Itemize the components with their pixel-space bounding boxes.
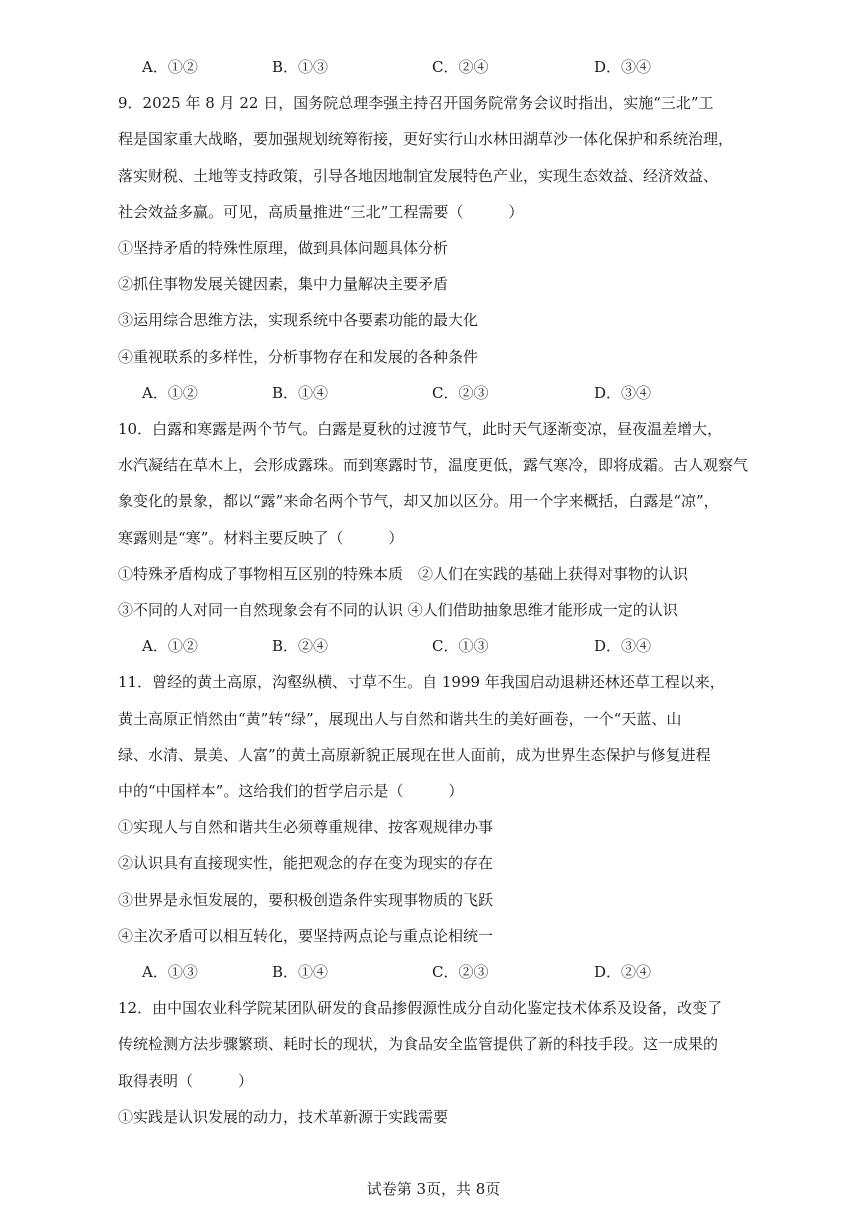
answer-option[interactable]: C．②③ <box>432 383 489 402</box>
statement-line: ③不同的人对同一自然现象会有不同的认识 ④人们借助抽象思维才能形成一定的认识 <box>118 601 678 619</box>
question-stem-line: 传统检测方法步骤繁琐、耗时长的现状，为食品安全监管提供了新的科技手段。这一成果的 <box>118 1035 719 1054</box>
answer-option[interactable]: B．①③ <box>272 58 329 76</box>
question-stem-line: 水汽凝结在草木上，会形成露珠。而到寒露时节，温度更低，露气寒冷，即将成霜。古人观察气 <box>118 456 749 475</box>
question-stem-line: 10．白露和寒露是两个节气。白露是夏秋的过渡节气，此时天气逐渐变凉，昼夜温差增大， <box>118 420 723 438</box>
question-stem-line: 9．2025 年 8 月 22 日，国务院总理李强主持召开国务院常务会议时指出，实施“三北”工 <box>118 94 714 113</box>
answer-option[interactable]: D．②④ <box>594 963 652 981</box>
question-options <box>0 962 867 982</box>
statement-line: ①实现人与自然和谐共生必须尊重规律、按客观规律办事 <box>118 818 494 837</box>
question-stem-line: 12．由中国农业科学院某团队研发的食品掺假源性成分自动化鉴定技术体系及设备，改变了 <box>118 999 723 1018</box>
answer-option[interactable]: C．②④ <box>432 58 489 76</box>
question-stem-line: 取得表明（ ） <box>118 1071 254 1090</box>
answer-option[interactable]: A．①② <box>142 637 198 656</box>
question-options <box>0 636 867 656</box>
statement-line: ④重视联系的多样性，分析事物存在和发展的各种条件 <box>118 347 479 366</box>
answer-option[interactable]: B．①④ <box>272 383 329 402</box>
question-stem-line: 11．曾经的黄土高原，沟壑纵横、寸草不生。自 1999 年我国启动退耕还林还草工程以来， <box>118 673 725 692</box>
question-stem-line: 落实财税、土地等支持政策，引导各地因地制宜发展特色产业，实现生态效益、经济效益、 <box>118 166 719 185</box>
statement-line: ③运用综合思维方法，实现系统中各要素功能的最大化 <box>118 311 479 330</box>
statement-line: ②抓住事物发展关键因素，集中力量解决主要矛盾 <box>118 275 449 294</box>
answer-option[interactable]: A．①② <box>142 58 198 76</box>
answer-option[interactable]: C．②③ <box>432 963 489 981</box>
question-stem-line: 寒露则是“寒”。材料主要反映了（ ） <box>118 528 404 547</box>
statement-line: ③世界是永恒发展的，要积极创造条件实现事物质的飞跃 <box>118 890 494 909</box>
answer-option[interactable]: D．③④ <box>594 58 652 76</box>
question-stem-line: 社会效益多赢。可见，高质量推进“三北”工程需要（ ） <box>118 202 524 221</box>
answer-option[interactable]: D．③④ <box>594 383 652 402</box>
question-stem-line: 象变化的景象，都以“露”来命名两个节气，却又加以区分。用一个字来概括，白露是“凉”， <box>118 492 719 511</box>
statement-line: ①特殊矛盾构成了事物相互区别的特殊本质 ②人们在实践的基础上获得对事物的认识 <box>118 564 689 583</box>
question-stem-line: 绿、水清、景美、人富”的黄土高原新貌正展现在世人面前，成为世界生态保护与修复进程 <box>118 745 711 764</box>
question-stem-line: 中的“中国样本”。这给我们的哲学启示是（ ） <box>118 782 464 800</box>
answer-option[interactable]: A．①② <box>142 383 198 402</box>
statement-line: ①实践是认识发展的动力，技术革新源于实践需要 <box>118 1107 449 1126</box>
answer-option[interactable]: C．①③ <box>432 637 489 656</box>
answer-option[interactable]: A．①③ <box>142 963 198 981</box>
question-stem-line: 黄土高原正悄然由“黄”转“绿”，展现出人与自然和谐共生的美好画卷，一个“天蓝、山 <box>118 709 682 728</box>
question-stem-line: 程是国家重大战略，要加强规划统筹衔接，更好实行山水林田湖草沙一体化保护和系统治理， <box>118 130 734 149</box>
answer-option[interactable]: B．①④ <box>272 963 329 981</box>
question-options <box>0 383 867 403</box>
statement-line: ②认识具有直接现实性，能把观念的存在变为现实的存在 <box>118 854 494 873</box>
answer-option[interactable]: B．②④ <box>272 637 329 656</box>
answer-option[interactable]: D．③④ <box>594 637 652 656</box>
statement-line: ①坚持矛盾的特殊性原理，做到具体问题具体分析 <box>118 239 449 257</box>
statement-line: ④主次矛盾可以相互转化，要坚持两点论与重点论相统一 <box>118 926 494 945</box>
page-footer: 试卷第 3页，共 8页 <box>366 1180 501 1198</box>
prev-question-options <box>0 57 867 77</box>
